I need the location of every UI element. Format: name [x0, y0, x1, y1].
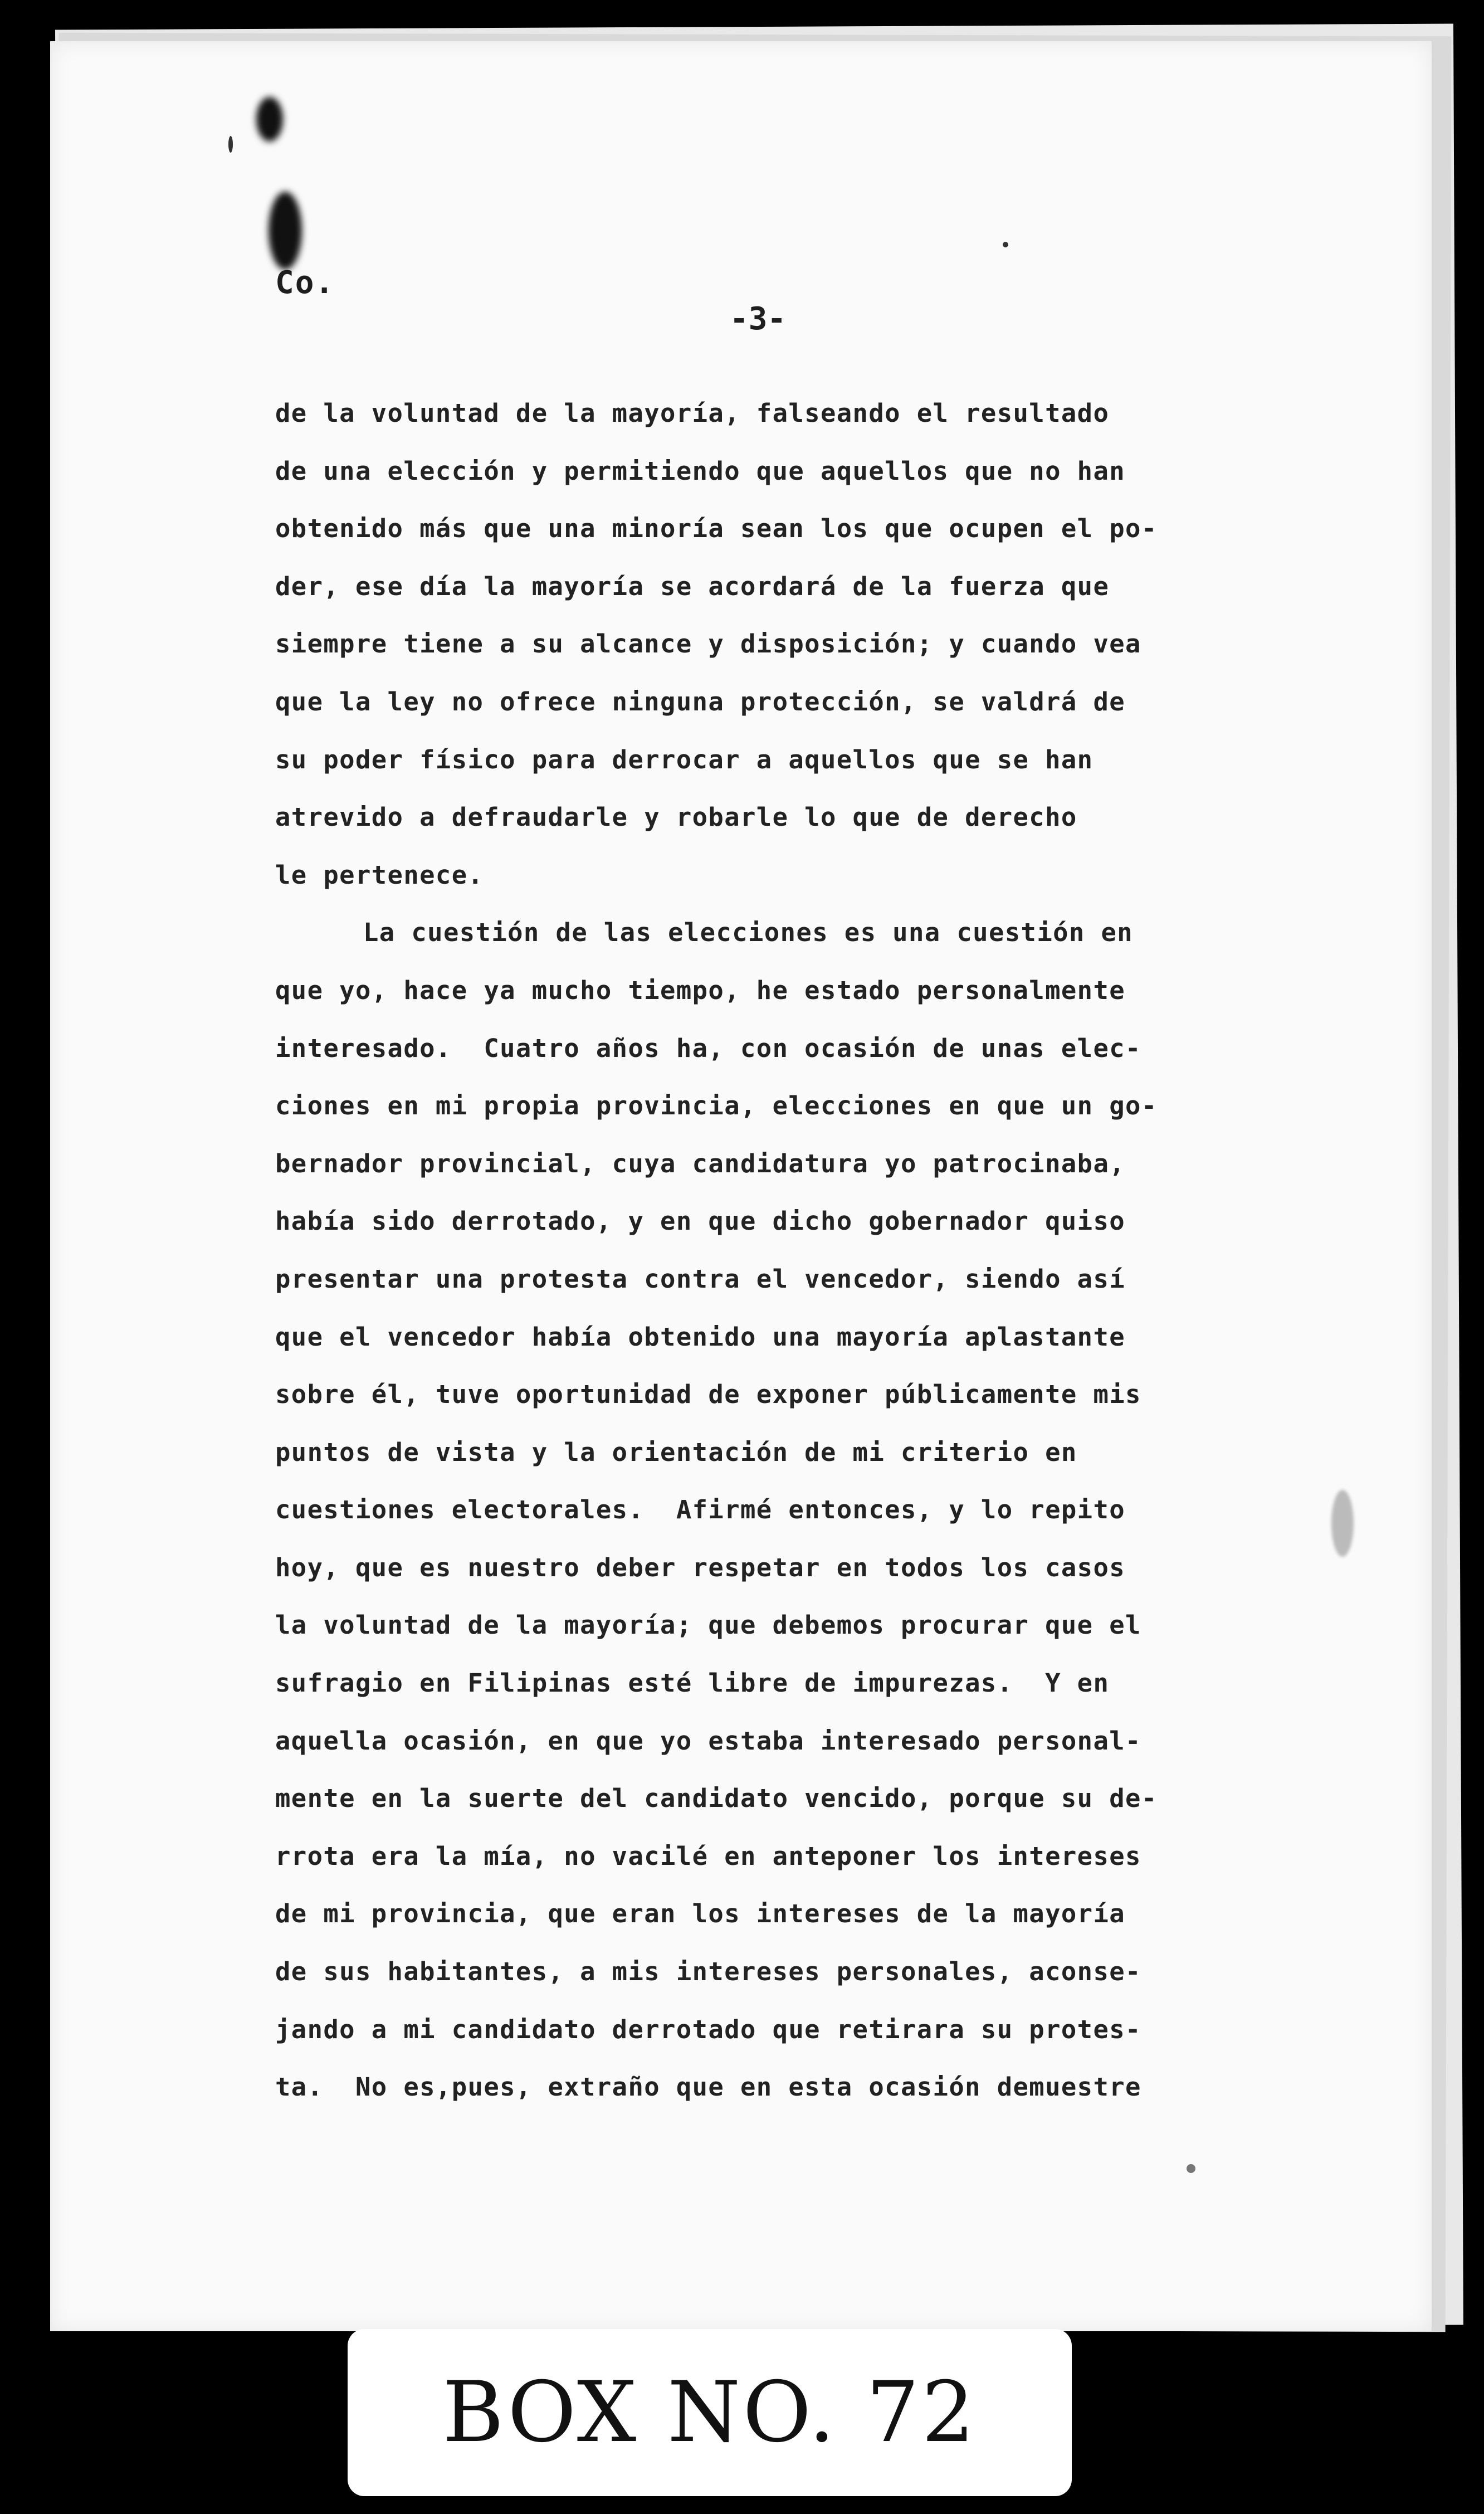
text-line: siempre tiene a su alcance y disposición; y cuando vea	[275, 629, 1141, 659]
text-line: ciones en mi propia provincia, elecciones en que un go-	[275, 1091, 1158, 1121]
ink-speck	[228, 136, 233, 153]
text-line: hoy, que es nuestro deber respetar en todos los casos	[275, 1552, 1126, 1582]
ink-speck	[1331, 1490, 1354, 1557]
text-line: le pertenece.	[275, 860, 484, 890]
text-line: interesado. Cuatro años ha, con ocasión de unas elec-	[275, 1033, 1141, 1063]
text-line: que yo, hace ya mucho tiempo, he estado personalmente	[275, 975, 1126, 1005]
text-line: de una elección y permitiendo que aquellos que no han	[275, 456, 1126, 486]
text-line: de mi provincia, que eran los intereses de la mayoría	[275, 1899, 1126, 1929]
text-line: jando a mi candidato derrotado que retirara su protes-	[275, 2014, 1141, 2044]
text-line: cuestiones electorales. Afirmé entonces, y lo repito	[275, 1495, 1126, 1525]
page-number: -3-	[730, 301, 787, 337]
document-body	[275, 384, 1334, 2116]
archive-box-label	[348, 2329, 1072, 2496]
text-line: presentar una protesta contra el vencedor, siendo así	[275, 1264, 1126, 1294]
ink-speck	[1003, 242, 1008, 247]
text-line: La cuestión de las elecciones es una cuestión en	[363, 918, 1134, 948]
text-line: la voluntad de la mayoría; que debemos procurar que el	[275, 1610, 1141, 1640]
text-line: puntos de vista y la orientación de mi criterio en	[275, 1437, 1077, 1467]
text-line: rrota era la mía, no vacilé en anteponer los intereses	[275, 1841, 1141, 1871]
text-line: sufragio en Filipinas esté libre de impurezas. Y en	[275, 1668, 1110, 1698]
text-line: de la voluntad de la mayoría, falseando el resultado	[275, 398, 1110, 428]
ink-speck	[1187, 2164, 1195, 2173]
text-line: der, ese día la mayoría se acordará de la fuerza que	[275, 571, 1110, 601]
text-line: mente en la suerte del candidato vencido, porque su de-	[275, 1784, 1158, 1814]
text-line: de sus habitantes, a mis intereses personales, aconse-	[275, 1957, 1141, 1987]
text-line: sobre él, tuve oportunidad de exponer públicamente mis	[275, 1380, 1141, 1410]
text-line: que la ley no ofrece ninguna protección, se valdrá de	[275, 686, 1126, 717]
text-line: ta. No es,pues, extraño que en esta ocasión demuestre	[275, 2072, 1141, 2102]
text-line: había sido derrotado, y en que dicho gobernador quiso	[275, 1206, 1126, 1236]
text-line: aquella ocasión, en que yo estaba interesado personal-	[275, 1726, 1141, 1756]
document-header-code: Co.	[275, 265, 335, 301]
box-label-text: BOX NO. 72	[442, 2364, 977, 2461]
text-line: su poder físico para derrocar a aquellos que se han	[275, 744, 1094, 774]
text-line: obtenido más que una minoría sean los que ocupen el po-	[275, 514, 1158, 544]
punch-hole-smudge	[256, 97, 283, 142]
text-line: atrevido a defraudarle y robarle lo que de derecho	[275, 802, 1077, 832]
text-line: bernador provincial, cuya candidatura yo patrocinaba,	[275, 1148, 1126, 1178]
punch-hole-smudge	[269, 192, 302, 270]
text-line: que el vencedor había obtenido una mayoría aplastante	[275, 1322, 1126, 1352]
